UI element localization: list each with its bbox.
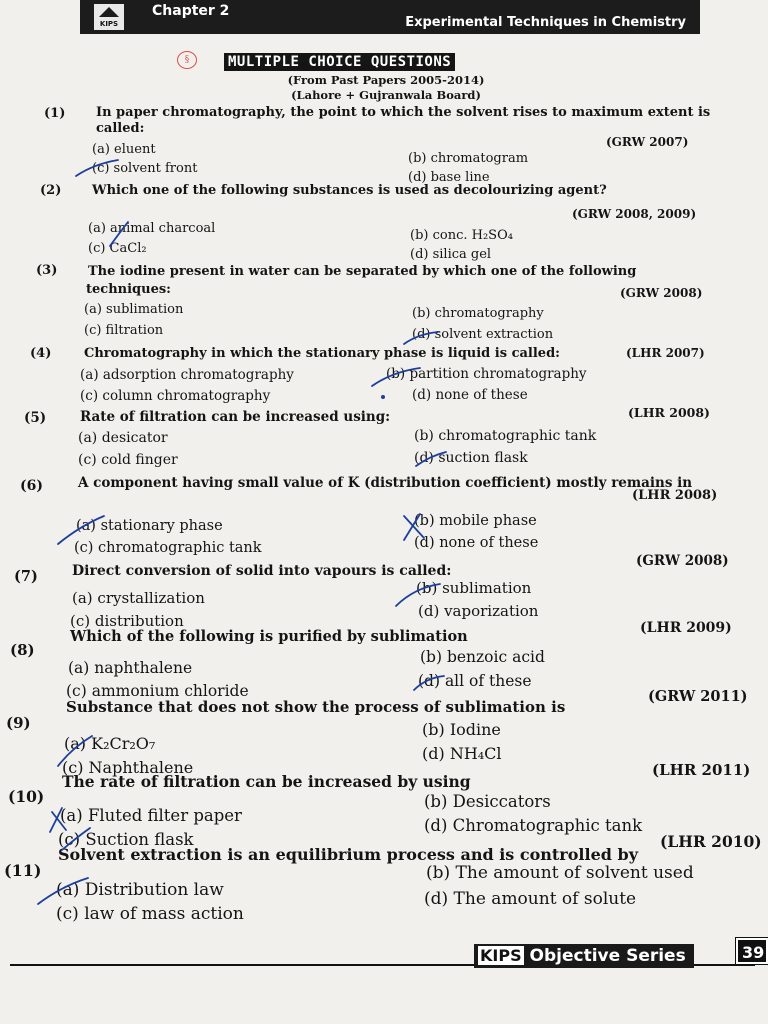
question-text-cont: techniques: [86, 282, 171, 297]
option-b: (b) conc. H₂SO₄ [410, 228, 513, 243]
pen-dot [381, 395, 385, 399]
pen-tick-q3 [404, 332, 438, 344]
option-a: (a) adsorption chromatography [80, 367, 294, 383]
option-d: (d) none of these [414, 535, 539, 551]
option-a: (a) Distribution law [56, 880, 224, 900]
option-c: (c) ammonium chloride [66, 682, 249, 700]
option-d: (d) base line [408, 170, 490, 185]
option-c: (c) solvent front [92, 161, 198, 176]
pen-circle-mark: § [177, 51, 197, 69]
pen-tick-q7 [396, 584, 440, 606]
question-text: Chromatography in which the stationary phase is liquid is called: [84, 346, 560, 361]
option-d: (d) silica gel [410, 247, 492, 262]
question-text-cont: called: [96, 121, 145, 136]
option-a: (a) naphthalene [68, 659, 193, 677]
question-number: (10) [8, 787, 45, 806]
question-text: In paper chromatography, the point to which the solvent rises to maximum extent is [96, 105, 711, 120]
pen-tick-q8 [414, 676, 444, 690]
option-d: (d) The amount of solute [424, 889, 637, 909]
option-c: (c) Naphthalene [62, 758, 194, 777]
question-text: Substance that does not show the process of sublimation is [66, 698, 566, 716]
question-text: Rate of filtration can be increased using: [80, 409, 391, 425]
option-c: (c) CaCl₂ [88, 241, 147, 256]
pen-cross-q6b [404, 514, 424, 540]
option-b: (b) mobile phase [414, 513, 537, 529]
exam-reference: (GRW 2008) [636, 553, 729, 569]
option-c: (c) law of mass action [56, 904, 244, 924]
option-b: (b) The amount of solvent used [426, 863, 694, 883]
option-a: (a) stationary phase [76, 518, 223, 534]
question-text: The rate of filtration can be increased by using [62, 772, 471, 791]
pen-tick-q5 [416, 452, 446, 466]
exam-reference: (LHR 2008) [628, 405, 710, 420]
option-a: (a) sublimation [84, 302, 184, 317]
question-number: (8) [10, 641, 35, 659]
exam-reference: (LHR 2009) [640, 620, 732, 636]
exam-reference: (LHR 2008) [632, 488, 718, 503]
pen-tick-q9 [58, 736, 92, 766]
option-d: (d) all of these [418, 672, 532, 690]
question-number: (4) [30, 346, 52, 361]
series-footer [474, 944, 694, 968]
question-number: (9) [6, 714, 31, 732]
option-d: (d) solvent extraction [412, 327, 554, 342]
subtitle-boards: (Lahore + Gujranwala Board) [291, 88, 481, 102]
option-c: (c) distribution [70, 612, 184, 630]
pen-cross-q10a [50, 808, 66, 832]
question-text: Solvent extraction is an equilibrium process and is controlled by [58, 845, 638, 864]
option-d: (d) NH₄Cl [422, 744, 502, 763]
question-text: Which one of the following substances is used as decolourizing agent? [92, 183, 607, 198]
option-d: (d) Chromatographic tank [424, 816, 643, 835]
option-c: (c) cold finger [78, 452, 178, 468]
exam-reference: (LHR 2010) [660, 832, 762, 851]
option-a: (a) eluent [92, 142, 156, 157]
footer-series: Objective Series [529, 946, 686, 966]
exam-reference: (GRW 2008) [620, 286, 703, 300]
question-number: (2) [40, 183, 62, 198]
option-b: (b) chromatographic tank [414, 428, 597, 444]
exam-reference: (GRW 2008, 2009) [572, 207, 697, 221]
exam-reference: (GRW 2011) [648, 688, 748, 705]
chapter-label: Chapter 2 [152, 3, 230, 19]
option-b: (b) partition chromatography [386, 366, 587, 382]
exam-reference: (GRW 2007) [606, 135, 689, 149]
option-d: (d) vaporization [418, 602, 539, 620]
question-number: (6) [20, 478, 43, 494]
option-a: (a) crystallization [72, 589, 205, 607]
question-text: Direct conversion of solid into vapours is called: [72, 563, 452, 579]
option-b: (b) Desiccators [424, 792, 551, 811]
footer-brand: KIPS [480, 946, 522, 965]
question-text: Which of the following is purified by sublimation [70, 628, 468, 645]
subject-title: Experimental Techniques in Chemistry [405, 15, 686, 30]
question-text: The iodine present in water can be separated by which one of the following [88, 264, 637, 279]
question-number: (11) [4, 861, 42, 880]
option-a: (a) animal charcoal [88, 221, 216, 236]
pen-tick-q6a [58, 516, 104, 544]
pen-tick-q10c [62, 828, 90, 850]
pen-tick-q11 [38, 878, 88, 904]
subtitle-years: (From Past Papers 2005-2014) [287, 73, 485, 87]
pen-tick-q1 [76, 160, 118, 176]
question-text: A component having small value of K (distribution coefficient) mostly remains in [78, 475, 693, 491]
question-number: (7) [14, 568, 38, 585]
option-b: (b) chromatogram [408, 151, 529, 166]
option-a: (a) K₂Cr₂O₇ [64, 734, 156, 753]
option-c: (c) chromatographic tank [74, 540, 262, 556]
page-number: 39 [736, 938, 768, 964]
pen-tick-q2 [110, 222, 128, 246]
option-b: (b) chromatography [412, 306, 544, 321]
question-number: (5) [24, 410, 47, 426]
question-number: (3) [36, 263, 58, 278]
option-b: (b) benzoic acid [420, 648, 545, 666]
option-c: (c) Suction flask [58, 830, 194, 849]
option-c: (c) column chromatography [80, 388, 271, 404]
option-b: (b) sublimation [416, 579, 532, 597]
option-b: (b) Iodine [422, 720, 501, 739]
option-a: (a) desicator [78, 430, 168, 446]
option-c: (c) filtration [84, 323, 164, 338]
section-title: MULTIPLE CHOICE QUESTIONS [224, 53, 455, 71]
exam-reference: (LHR 2007) [626, 346, 705, 360]
option-d: (d) none of these [412, 387, 528, 403]
question-number: (1) [44, 106, 66, 121]
pen-tick-q4 [372, 368, 420, 386]
option-a: (a) Fluted filter paper [60, 806, 242, 825]
exam-reference: (LHR 2011) [652, 761, 751, 779]
option-d: (d) suction flask [414, 450, 528, 466]
kips-logo: KIPS [94, 4, 124, 30]
